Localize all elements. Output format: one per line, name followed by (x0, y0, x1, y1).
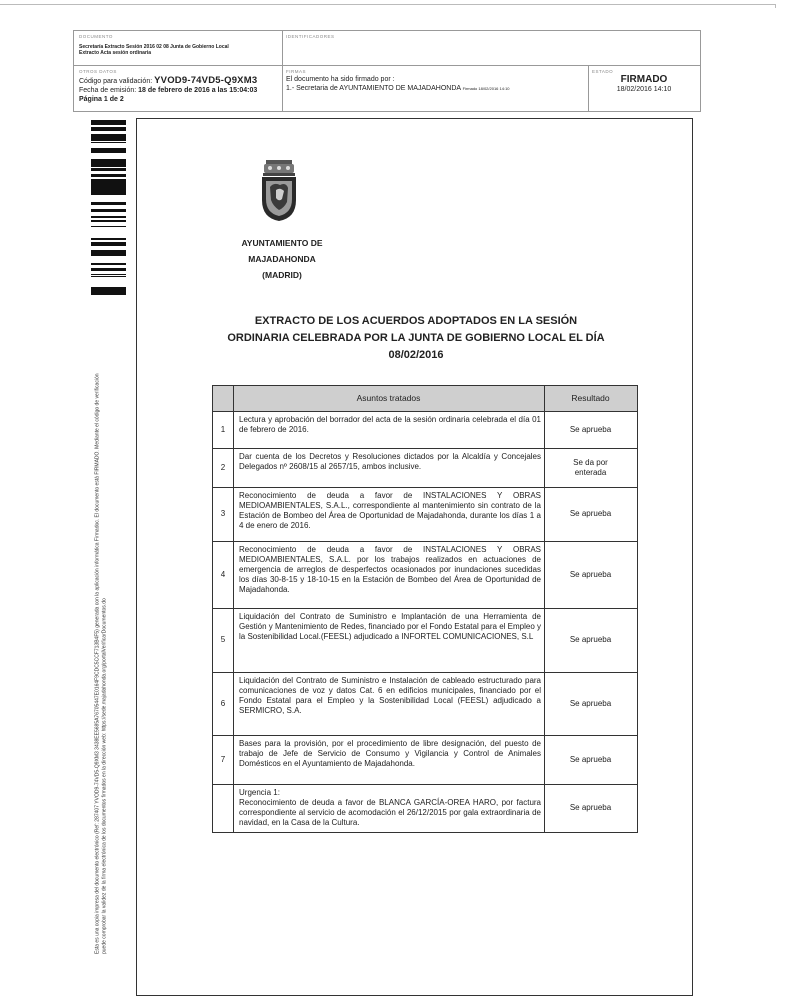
row-number: 7 (220, 754, 226, 764)
documento-line1: Secretaría Extracto Sesión 2016 02 08 Junta de Gobierno Local (79, 44, 229, 50)
codigo-value: YVOD9-74VD5-Q9XM3 (154, 75, 258, 86)
org-line1: AYUNTAMIENTO DE (241, 238, 323, 248)
firmante-line (286, 85, 510, 94)
codigo-prefix: Código para validación: (79, 78, 153, 85)
title-line2: ORDINARIA CELEBRADA POR LA JUNTA DE GOBIERNO LOCAL EL DÍA (227, 332, 605, 344)
row-description: Reconocimiento de deuda a favor de INSTALACIONES Y OBRAS MEDIOAMBIENTALES, S.A.L. por los trabajos realizados en actuaciones de emergencia de arreglos de desperfectos ocasionados por inundaciones sucedidas los días 30-8-15 y 18-10-15 en la Estación de Bombeo del Área de Oportunidad de Majadahonda. (239, 545, 541, 594)
documento-line2: Extracto Acta sesión ordinaria (79, 50, 152, 56)
coat-of-arms-icon (258, 160, 300, 222)
documento-label: DOCUMENTO (79, 34, 113, 39)
row-number: 4 (220, 569, 226, 579)
header-resultado: Resultado (571, 393, 610, 403)
top-rule-end (775, 4, 776, 8)
row-description: Dar cuenta de los Decretos y Resoluciones dictados por la Alcaldía y Concejales Delegados nº 2608/15 al 2657/15, ambos inclusive. (239, 452, 541, 471)
firmante-fecha: Firmado 18/02/2016 14:10 (462, 86, 510, 91)
otros-datos-cell (74, 65, 283, 111)
signature-header (73, 30, 701, 112)
header-asuntos: Asuntos tratados (356, 393, 421, 403)
row-result: Se aprueba (569, 569, 612, 579)
table-row (213, 411, 637, 449)
codigo-validacion (79, 77, 257, 87)
table-row (213, 448, 637, 488)
title-line3: 08/02/2016 (388, 349, 444, 361)
row-number: 1 (220, 424, 226, 434)
top-rule (0, 4, 775, 5)
org-line3: (MADRID) (262, 270, 302, 280)
firmante: 1.- Secretaria de AYUNTAMIENTO DE MAJADAHONDA (286, 85, 461, 92)
estado-value: FIRMADO (620, 74, 668, 85)
agreements-table (212, 385, 638, 833)
organization-name (222, 235, 342, 283)
side-text-line2: puede comprobar la validez de la firma electrónica de los documentos firmados en la dirección web: https://sede.majadahonda.org/portalVerificarDocumentos.do (101, 598, 107, 954)
title-line1: EXTRACTO DE LOS ACUERDOS ADOPTADOS EN LA SESIÓN (254, 315, 578, 327)
estado-fecha: 18/02/2016 14:10 (616, 86, 672, 93)
firmado-por: El documento ha sido firmado por : (286, 76, 395, 83)
table-row (213, 541, 637, 609)
barcode-icon (91, 120, 126, 298)
row-result: Se aprueba (569, 635, 612, 644)
estado-cell (588, 65, 700, 111)
documento-cell (74, 31, 283, 66)
row-description: Reconocimiento de deuda a favor de INSTALACIONES Y OBRAS MEDIOAMBIENTALES, S.A.L., correspondiente al mantenimiento sin contrato de la Estación de Bombeo del Área de Oportunidad de Majadahonda, durante los días 1 a 4 de enero de 2016. (239, 491, 541, 530)
verification-side-text (76, 296, 126, 954)
row-result: Se da por enterada (573, 457, 608, 477)
estado-label: ESTADO (592, 69, 614, 74)
org-line2: MAJADAHONDA (248, 254, 316, 264)
row-result: Se aprueba (569, 754, 612, 764)
row-result: Se aprueba (569, 424, 612, 434)
table-row (213, 735, 637, 785)
fecha-emision (79, 87, 257, 96)
row-number: 6 (220, 698, 226, 708)
row-description: Liquidación del Contrato de Suministro e Implantación de una Herramienta de Gestión y Mantenimiento de Redes, financiado por el Fondo Estatal para el Empleo y la Sostenibilidad Local.(FEESL) adjudicado a INFORTEL COMUNICACIONES, S.L (239, 612, 541, 641)
table-row (213, 487, 637, 542)
row-description: Liquidación del Contrato de Suministro e Instalación de cableado estructurado para comunicaciones de voz y datos Cat. 6 en edificios municipales, financiado por el Fondo Estatal para el Empleo y la Sostenibilidad Local (FEESL) adjudicado a SERMICRO, S.A. (239, 676, 541, 715)
row-description: Lectura y aprobación del borrador del acta de la sesión ordinaria celebrada el día 01 de febrero de 2016. (239, 415, 541, 434)
row-description: Urgencia 1: Reconocimiento de deuda a favor de BLANCA GARCÍA-OREA HARO, por factura correspondiente al servicio de acomodación el 26/12/2015 por gala extraordinaria de navidad, en la Casa de la Cultura. (239, 788, 541, 827)
row-number: 2 (220, 462, 226, 472)
row-result: Se aprueba (569, 698, 612, 708)
table-row (213, 672, 637, 736)
identificadores-cell (282, 31, 700, 66)
otros-datos-label: OTROS DATOS (79, 69, 117, 74)
firmas-cell (282, 65, 589, 111)
row-result: Se aprueba (569, 803, 612, 812)
row-number: 3 (220, 509, 226, 518)
table-header (213, 386, 637, 412)
table-row (213, 784, 637, 832)
side-text-line1: Esta es una copia impresa del documento electrónico (Ref: 287407 YVOD9-74VD5-Q9XM3 3438EE5685A76705447E0164F9CDC5CCF713B4F5) generada con la aplicación informática Firmadoc. El documento está FIRMADO. Mediante el código de verificación (94, 373, 101, 954)
row-number: 5 (220, 635, 226, 644)
firmas-label: FIRMAS (286, 69, 307, 74)
fecha-value: 18 de febrero de 2016 a las 15:04:03 (138, 87, 258, 94)
document-title (200, 313, 632, 364)
fecha-prefix: Fecha de emisión: (79, 87, 137, 94)
table-row (213, 608, 637, 673)
identificadores-label: IDENTIFICADORES (286, 34, 335, 39)
row-result: Se aprueba (569, 509, 612, 518)
row-description: Bases para la provisión, por el procedimiento de libre designación, del puesto de trabajo de Jefe de Servicio de Consumo y Vigilancia y Control de Animales Domésticos en el Ayuntamiento de Majadahonda. (239, 739, 541, 768)
pagina: Página 1 de 2 (79, 96, 124, 103)
